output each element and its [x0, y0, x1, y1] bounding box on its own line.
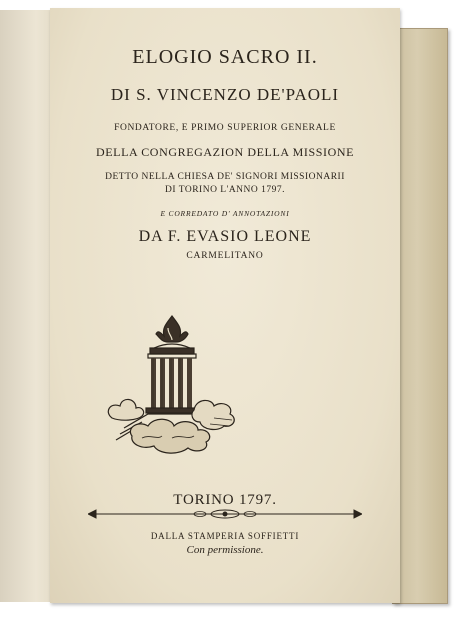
imprint-place-year: TORINO 1797. — [173, 492, 277, 508]
ornamental-rule-icon — [88, 508, 362, 520]
author-order: CARMELITANO — [186, 251, 264, 261]
author-name: DA F. EVASIO LEONE — [138, 228, 312, 245]
book-title: ELOGIO SACRO II. — [132, 46, 318, 68]
printer-name: DALLA STAMPERIA SOFFIETTI — [150, 531, 300, 541]
title-page — [50, 8, 400, 603]
right-book-cover — [392, 28, 448, 604]
permission-note: Con permissione. — [186, 544, 264, 556]
subject-role: FONDATORE, E PRIMO SUPERIOR GENERALE — [114, 123, 336, 133]
annotations-note: E CORREDATO D' ANNOTAZIONI — [160, 209, 290, 218]
delivery-place: DETTO NELLA CHIESA DE' SIGNORI MISSIONARII — [105, 172, 345, 182]
delivery-year: DI TORINO L'ANNO 1797. — [164, 185, 286, 195]
temple-on-clouds-icon — [102, 308, 242, 458]
congregation-name: DELLA CONGREGAZION DELLA MISSIONE — [95, 145, 355, 159]
book-subject: DI S. VINCENZO DE'PAOLI — [110, 85, 340, 104]
